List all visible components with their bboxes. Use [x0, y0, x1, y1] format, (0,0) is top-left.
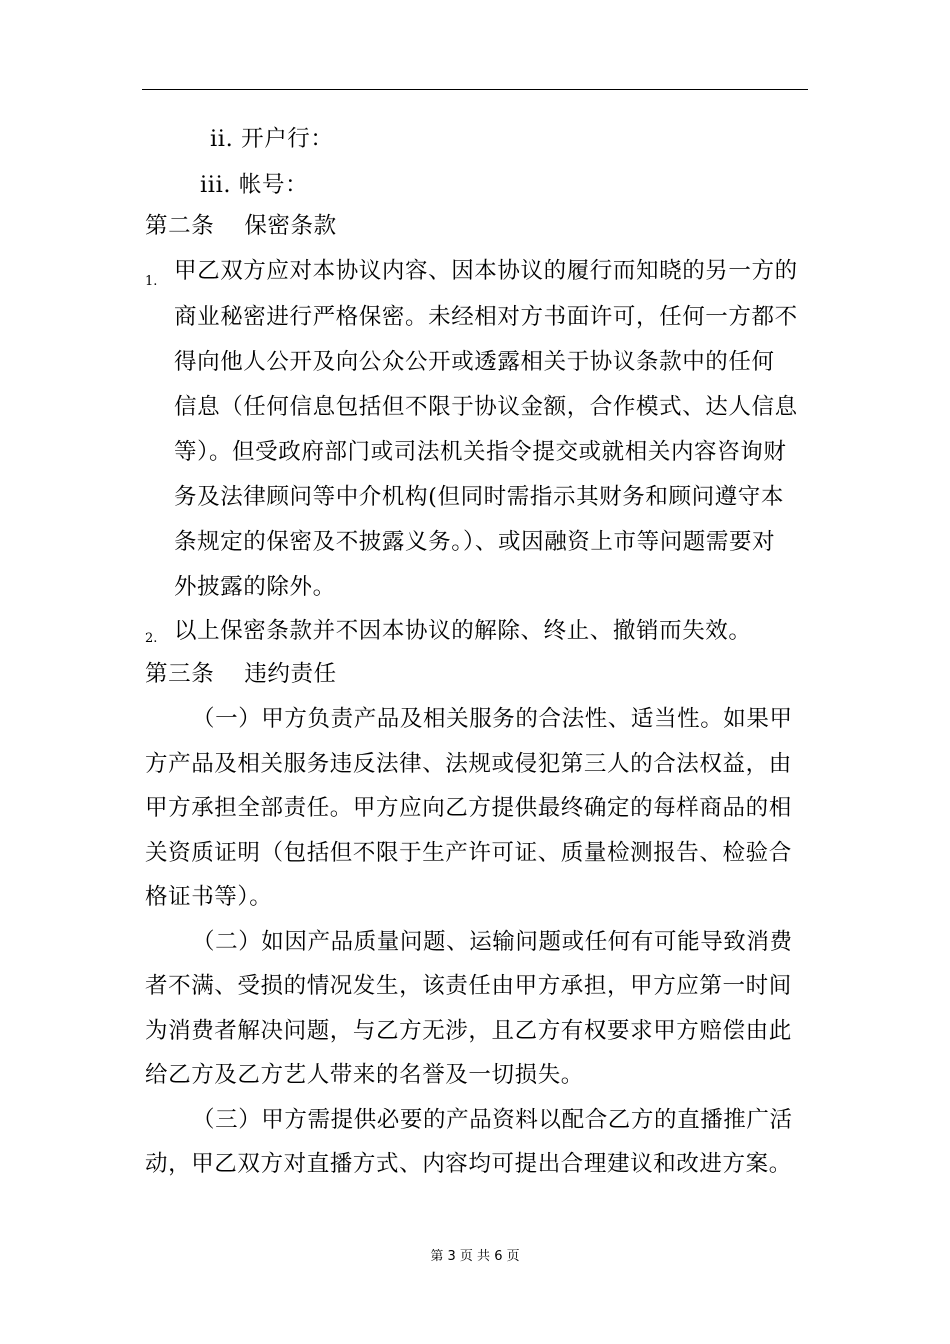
article2-item1-number: 1. [145, 274, 158, 289]
article2-title: 保密条款 [244, 213, 337, 239]
article2-item1-line: 信息（任何信息包括但不限于协议金额，合作模式、达人信息 [174, 394, 798, 420]
article3-para1-line: 方产品及相关服务违反法律、法规或侵犯第三人的合法权益，由 [145, 751, 792, 777]
article3-number: 第三条 [145, 661, 215, 687]
article2-heading [145, 211, 337, 241]
article3-title: 违约责任 [244, 661, 337, 687]
bank-account-line: iii. 帐号： [200, 172, 309, 198]
header-rule [142, 89, 808, 90]
article2-item2-number: 2. [145, 631, 158, 646]
article2-item1-line: 得向他人公开及向公众公开或透露相关于协议条款中的任何 [174, 349, 775, 375]
article2-item1-line: 等）。但受政府部门或司法机关指令提交或就相关内容咨询财 [174, 439, 787, 465]
article2-item1-line: 甲乙双方应对本协议内容、因本协议的履行而知晓的另一方的 [174, 258, 798, 284]
bank-branch-line: ii. 开户行： [210, 126, 334, 152]
article3-para1-line: 甲方承担全部责任。甲方应向乙方提供最终确定的每样商品的相 [145, 795, 792, 821]
article3-para1-line: （一）甲方负责产品及相关服务的合法性、适当性。如果甲 [192, 706, 793, 732]
article2-item1-line: 务及法律顾问等中介机构(但同时需指示其财务和顾问遵守本 [174, 484, 784, 510]
article2-item1-line: 条规定的保密及不披露义务。）、或因融资上市等问题需要对 [174, 529, 776, 555]
article2-item1-line: 商业秘密进行严格保密。未经相对方书面许可，任何一方都不 [174, 304, 798, 330]
article3-para3-line: （三）甲方需提供必要的产品资料以配合乙方的直播推广活 [192, 1107, 793, 1133]
article2-item2-line: 以上保密条款并不因本协议的解除、终止、撤销而失效。 [174, 618, 752, 644]
article3-para3-line: 动，甲乙双方对直播方式、内容均可提出合理建议和改进方案。 [145, 1151, 792, 1177]
article3-para2-line: 者不满、受损的情况发生，该责任由甲方承担，甲方应第一时间 [145, 973, 792, 999]
article3-para2-line: （二）如因产品质量问题、运输问题或任何有可能导致消费 [192, 929, 793, 955]
page-number-footer: 第 3 页 共 6 页 [430, 1249, 520, 1264]
article2-number: 第二条 [145, 213, 215, 239]
article3-heading [145, 659, 337, 689]
article3-para2-line: 给乙方及乙方艺人带来的名誉及一切损失。 [145, 1062, 584, 1088]
article2-item1-line: 外披露的除外。 [174, 574, 336, 600]
article3-para1-line: 关资质证明（包括但不限于生产许可证、质量检测报告、检验合 [145, 840, 792, 866]
article3-para2-line: 为消费者解决问题，与乙方无涉，且乙方有权要求甲方赔偿由此 [145, 1018, 792, 1044]
article3-para1-line: 格证书等）。 [145, 884, 273, 910]
